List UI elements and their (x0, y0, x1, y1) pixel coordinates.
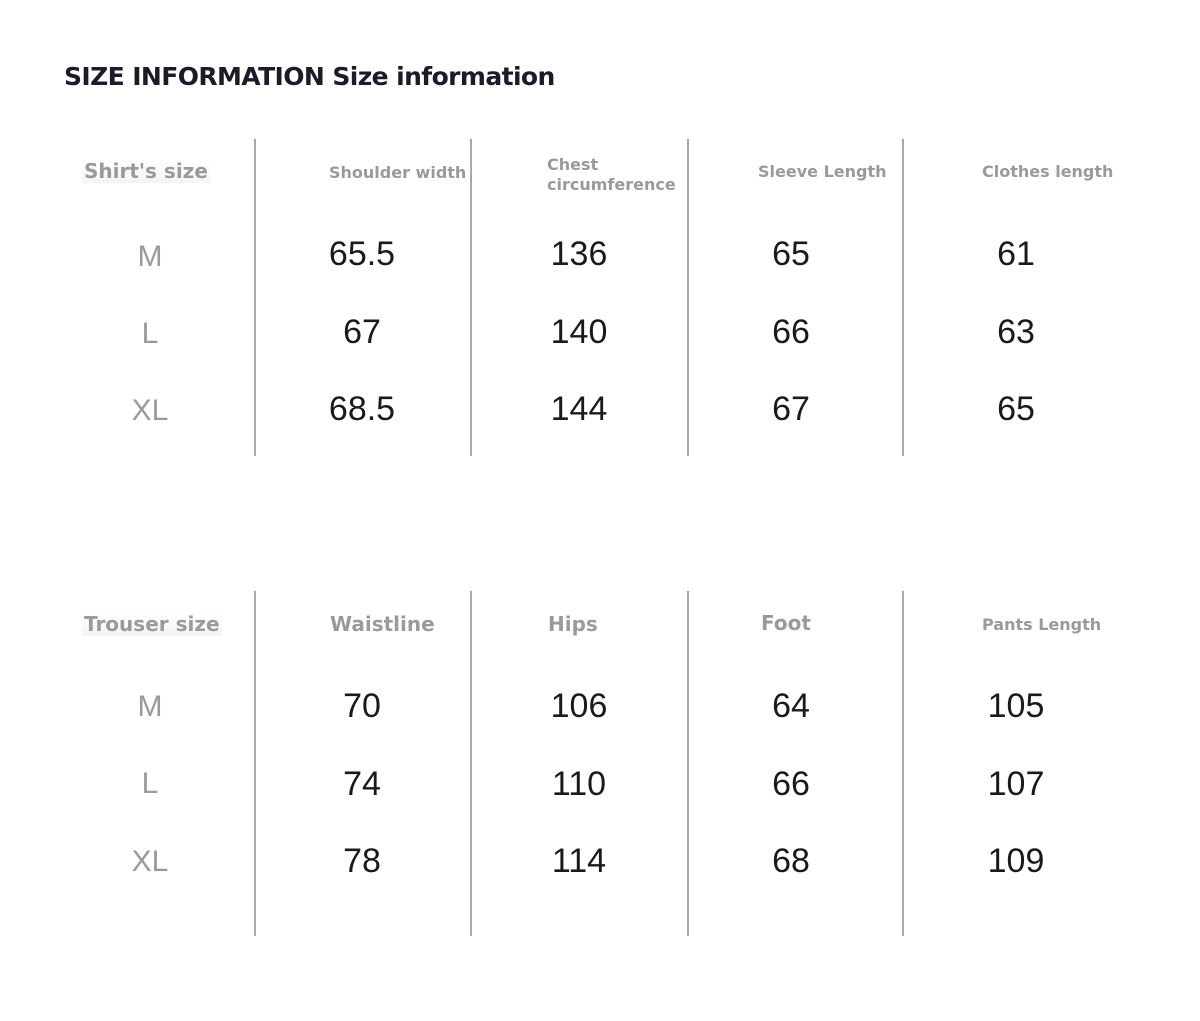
column-divider (687, 591, 689, 936)
row-size-label: XL (131, 394, 169, 427)
header-shoulder-width: Shoulder width (329, 163, 467, 182)
chest-value: 144 (550, 390, 608, 428)
shirt-size-label: Shirt's size (84, 159, 208, 183)
row-size-label: L (141, 317, 159, 350)
foot-value: 66 (772, 765, 810, 803)
hips-value: 106 (550, 687, 608, 725)
row-size-label: L (141, 767, 159, 800)
clothes-length-value: 65 (997, 390, 1035, 428)
header-chest-line1: Chest (547, 155, 599, 174)
header-foot: Foot (761, 611, 811, 635)
waistline-value: 74 (343, 765, 381, 803)
hips-value: 110 (551, 765, 607, 803)
sleeve-length-value: 65 (772, 235, 810, 273)
column-divider (902, 591, 904, 936)
sleeve-length-value: 67 (772, 390, 810, 428)
header-waistline: Waistline (330, 612, 435, 636)
clothes-length-value: 61 (997, 235, 1035, 273)
header-chest-line2: circumference (547, 175, 676, 194)
column-divider (254, 591, 256, 936)
foot-value: 68 (772, 842, 810, 880)
trouser-size-label: Trouser size (84, 612, 220, 636)
chest-value: 140 (550, 313, 608, 351)
shoulder-width-value: 68.5 (328, 390, 396, 428)
header-hips: Hips (548, 612, 598, 636)
hips-value: 114 (551, 842, 607, 880)
pants-length-value: 107 (987, 765, 1045, 803)
shoulder-width-value: 67 (343, 313, 381, 351)
chest-value: 136 (550, 235, 608, 273)
column-divider (470, 591, 472, 936)
pants-length-value: 109 (987, 842, 1045, 880)
clothes-length-value: 63 (997, 313, 1035, 351)
pants-length-value: 105 (987, 687, 1045, 725)
sleeve-length-value: 66 (772, 313, 810, 351)
page-title: SIZE INFORMATION Size information (64, 62, 555, 91)
waistline-value: 78 (343, 842, 381, 880)
row-size-label: M (137, 690, 163, 723)
header-sleeve-length: Sleeve Length (758, 162, 887, 181)
row-size-label: M (137, 240, 163, 273)
shoulder-width-value: 65.5 (328, 235, 396, 273)
header-pants-length: Pants Length (982, 615, 1102, 634)
header-clothes-length: Clothes length (982, 162, 1114, 181)
foot-value: 64 (772, 687, 810, 725)
row-size-label: XL (131, 845, 169, 878)
waistline-value: 70 (343, 687, 381, 725)
